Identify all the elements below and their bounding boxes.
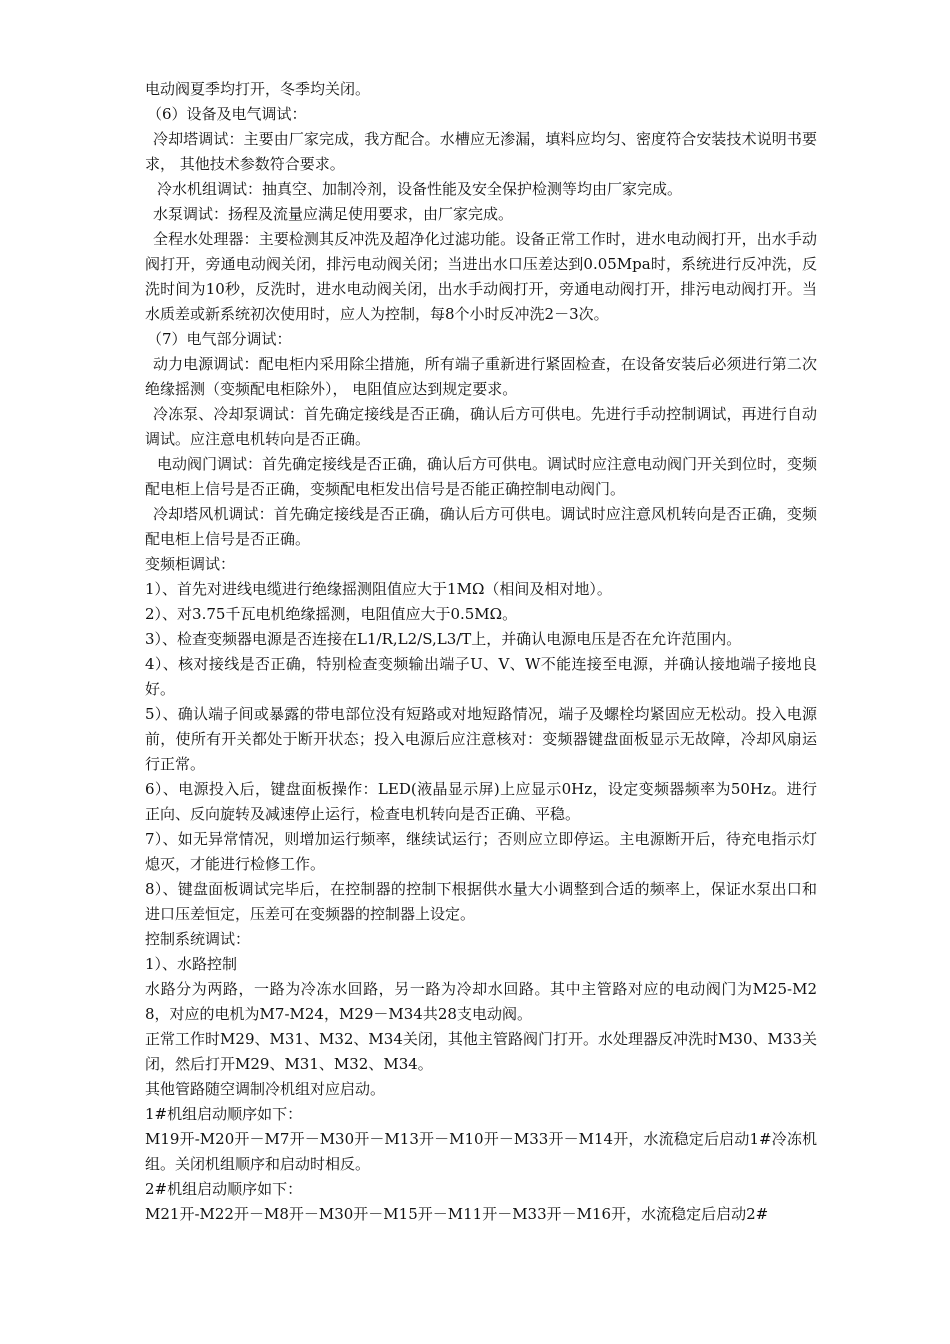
paragraph: 冷却塔调试：主要由厂家完成，我方配合。水槽应无渗漏，填料应均匀、密度符合安装技术说明书要求， 其他技术参数符合要求。 [145,130,817,173]
paragraph: M21开-M22开－M8开－M30开－M15开－M11开－M33开－M16开，水流稳定后启动2# [145,1205,769,1223]
paragraph: 2#机组启动顺序如下： [145,1180,303,1198]
list-item: 7）、如无异常情况，则增加运行频率，继续试运行；否则应立即停运。主电源断开后，待充电指示灯熄灭，才能进行检修工作。 [145,830,817,873]
paragraph: 1#机组启动顺序如下： [145,1105,303,1123]
paragraph: 水泵调试：扬程及流量应满足使用要求，由厂家完成。 [153,205,514,223]
document-body [145,77,817,1227]
paragraph: 水路分为两路，一路为冷冻水回路，另一路为冷却水回路。其中主管路对应的电动阀门为M25-M28，对应的电机为M7-M24，M29－M34共28支电动阀。 [145,980,817,1023]
list-item: 5）、确认端子间或暴露的带电部位没有短路或对地短路情况，端子及螺栓均紧固应无松动。投入电源前，使所有开关都处于断开状态；投入电源后应注意核对：变频器键盘面板显示无故障，冷却风扇运行正常。 [145,705,817,773]
paragraph: 冷冻泵、冷却泵调试：首先确定接线是否正确，确认后方可供电。先进行手动控制调试，再进行自动调试。应注意电机转向是否正确。 [145,405,817,448]
paragraph: 冷水机组调试：抽真空、加制冷剂，设备性能及安全保护检测等均由厂家完成。 [157,180,683,198]
paragraph: 冷却塔风机调试：首先确定接线是否正确，确认后方可供电。调试时应注意风机转向是否正确，变频配电柜上信号是否正确。 [145,505,817,548]
section-heading: 控制系统调试： [145,930,251,948]
paragraph: M19开-M20开－M7开－M30开－M13开－M10开－M33开－M14开，水流稳定后启动1#冷冻机组。关闭机组顺序和启动时相反。 [145,1130,817,1173]
paragraph: 电动阀夏季均打开，冬季均关闭。 [145,80,371,98]
list-item: 3）、检查变频器电源是否连接在L1/R,L2/S,L3/T上，并确认电源电压是否在允许范围内。 [145,630,742,648]
paragraph: 全程水处理器：主要检测其反冲洗及超净化过滤功能。设备正常工作时，进水电动阀打开，出水手动阀打开，旁通电动阀关闭，排污电动阀关闭；当进出水口压差达到0.05Mpa时，系统进行反冲洗，反洗时间为10秒，反洗时，进水电动阀关闭，出水手动阀打开，旁通电动阀打开，排污电动阀打开。当水质差或新系统初次使用时，应人为控制，每8个小时反冲洗2－3次。 [145,230,817,323]
list-item: 1）、首先对进线电缆进行绝缘摇测阻值应大于1MΩ（相间及相对地）。 [145,580,612,598]
paragraph: 其他管路随空调制冷机组对应启动。 [145,1080,386,1098]
list-item: 2）、对3.75千瓦电机绝缘摇测，电阻值应大于0.5MΩ。 [145,605,518,623]
paragraph: 动力电源调试：配电柜内采用除尘措施，所有端子重新进行紧固检查，在设备安装后必须进行第二次绝缘摇测（变频配电柜除外）， 电阻值应达到规定要求。 [145,355,817,398]
section-heading: （7）电气部分调试： [147,330,292,348]
paragraph: 电动阀门调试：首先确定接线是否正确，确认后方可供电。调试时应注意电动阀门开关到位时，变频配电柜上信号是否正确，变频配电柜发出信号是否能正确控制电动阀门。 [145,455,818,498]
section-heading: （6）设备及电气调试： [147,105,307,123]
paragraph: 正常工作时M29、M31、M32、M34关闭，其他主管路阀门打开。水处理器反冲洗时M30、M33关闭，然后打开M29、M31、M32、M34。 [145,1030,817,1073]
list-item: 1）、水路控制 [145,955,238,973]
list-item: 8）、键盘面板调试完毕后，在控制器的控制下根据供水量大小调整到合适的频率上，保证水泵出口和进口压差恒定，压差可在变频器的控制器上设定。 [145,880,817,923]
list-item: 4）、核对接线是否正确，特别检查变频输出端子U、V、W不能连接至电源，并确认接地端子接地良好。 [145,655,817,698]
section-heading: 变频柜调试： [145,555,236,573]
list-item: 6）、电源投入后，键盘面板操作：LED(液晶显示屏)上应显示0Hz，设定变频器频率为50Hz。进行正向、反向旋转及减速停止运行，检查电机转向是否正确、平稳。 [145,780,817,823]
